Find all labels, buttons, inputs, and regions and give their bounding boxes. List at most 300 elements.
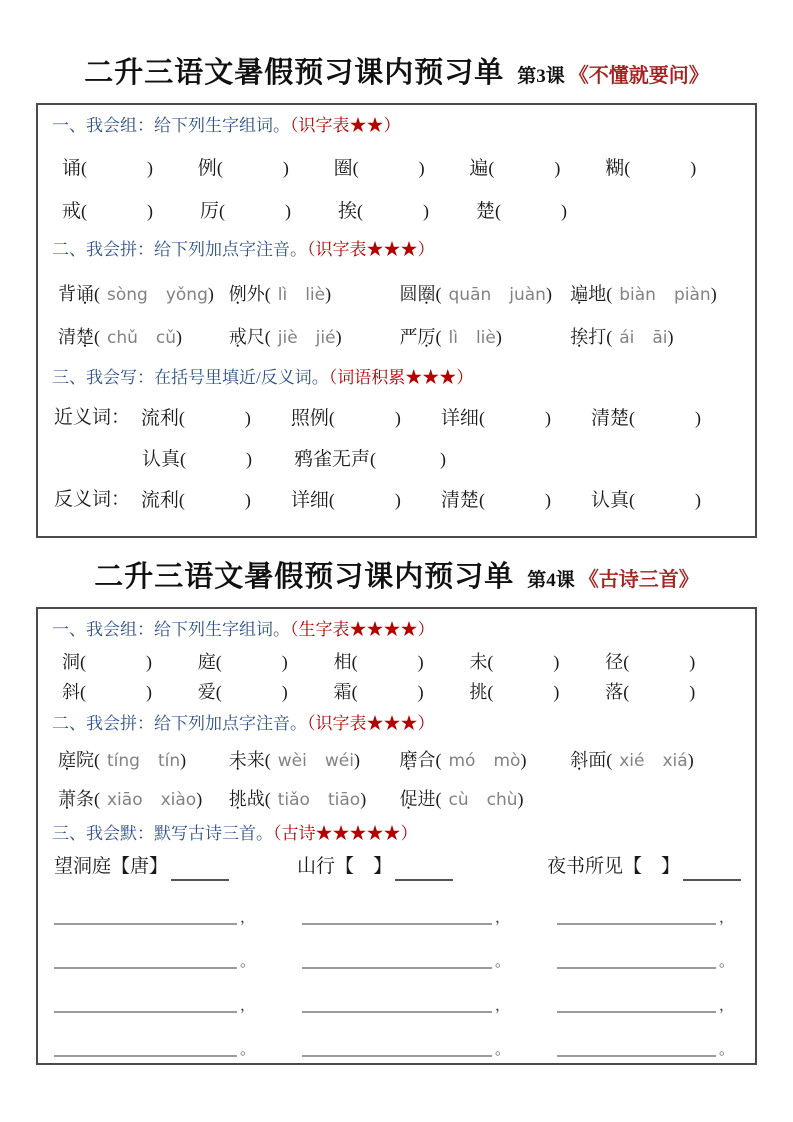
word-char-dotted: 遍 bbox=[570, 284, 589, 304]
paren-open: ( bbox=[628, 490, 635, 510]
fill-word: 清楚 bbox=[590, 408, 629, 429]
word-char: 严 bbox=[399, 327, 418, 347]
ws1-exercise-3-heading bbox=[52, 365, 741, 391]
zuci-char: 挑 bbox=[469, 682, 488, 702]
poem-title-1 bbox=[54, 853, 297, 881]
worksheet-1-title bbox=[0, 0, 793, 91]
zuci-item bbox=[334, 649, 470, 675]
paren-close: ) bbox=[180, 750, 187, 770]
poem-line-cell bbox=[54, 999, 302, 1013]
worksheet-2-title-main: 二升三语文暑假预习课内预习单 bbox=[94, 561, 515, 593]
paren-open: ( bbox=[623, 682, 630, 702]
bracket-open: 【 bbox=[622, 856, 642, 877]
pinyin-item bbox=[58, 322, 229, 353]
paren-close: ) bbox=[517, 789, 524, 809]
poem-line-cell bbox=[54, 1043, 302, 1057]
pinyin-option: tíng bbox=[107, 751, 140, 771]
zuci-item bbox=[469, 679, 605, 705]
writing-line bbox=[54, 911, 237, 925]
zuci-char: 楚 bbox=[476, 201, 496, 222]
word-char-dotted: 挨 bbox=[570, 327, 589, 347]
poem-line-cell bbox=[302, 955, 557, 969]
paren-close: ) bbox=[710, 284, 717, 304]
bracket-close: 】 bbox=[373, 856, 393, 877]
paren-open: ( bbox=[435, 750, 442, 770]
fill-item bbox=[591, 405, 741, 432]
period-mark: 。 bbox=[240, 954, 256, 970]
zuci-item bbox=[338, 198, 476, 225]
poem-name: 山行 bbox=[297, 856, 336, 877]
writing-line bbox=[54, 1043, 237, 1057]
paren-open: ( bbox=[94, 789, 100, 809]
ws1-ex3-heading-tag: （词语积累★★★） bbox=[328, 368, 474, 387]
word-char-dotted: 挑 bbox=[228, 789, 247, 809]
fill-word: 照例 bbox=[290, 408, 329, 429]
word-char: 面 bbox=[588, 750, 607, 770]
word-char-dotted: 磨 bbox=[399, 750, 418, 770]
paren-close: ) bbox=[207, 284, 214, 304]
paren-close: ) bbox=[545, 284, 552, 304]
fill-word: 详细 bbox=[290, 490, 329, 511]
writing-line bbox=[302, 911, 492, 925]
word-char-dotted: 诵 bbox=[76, 284, 94, 304]
ws1-ex1-heading-tag: （识字表★★） bbox=[290, 116, 401, 135]
zuci-char: 挨 bbox=[338, 201, 358, 222]
pinyin-option: wèi bbox=[277, 751, 307, 771]
word-char: 打 bbox=[588, 327, 607, 347]
paren-close: ) bbox=[544, 490, 551, 510]
pinyin-option: jié bbox=[315, 328, 336, 348]
pinyin-option: xiāo bbox=[107, 790, 143, 810]
zuci-item bbox=[62, 198, 200, 225]
fill-item bbox=[441, 487, 591, 514]
zuci-item bbox=[62, 679, 198, 705]
ws2-exercise-2-heading bbox=[52, 711, 741, 737]
fill-word: 详细 bbox=[440, 408, 479, 429]
poem-line-cell bbox=[54, 911, 302, 925]
paren-close: ) bbox=[520, 750, 527, 770]
ws2-ex2-heading-tag: （识字表★★★） bbox=[307, 714, 435, 733]
poem-line-row-1 bbox=[54, 911, 741, 925]
pinyin-option: āi bbox=[652, 328, 668, 348]
word-char: 来 bbox=[246, 750, 265, 770]
ws2-ex1-row-2 bbox=[62, 679, 741, 705]
paren-close: ) bbox=[561, 201, 568, 221]
paren-close: ) bbox=[694, 490, 701, 510]
ws1-ex3-antonym-row bbox=[54, 487, 741, 514]
paren-close: ) bbox=[146, 652, 152, 672]
pinyin-option: chù bbox=[486, 790, 518, 810]
worksheet-2-lesson-name: 《古诗三首》 bbox=[578, 569, 699, 591]
paren-open: ( bbox=[80, 652, 86, 672]
fill-item bbox=[142, 446, 294, 473]
zuci-char: 戒 bbox=[62, 201, 82, 222]
pinyin-option: tiǎo bbox=[277, 790, 310, 810]
paren-open: ( bbox=[628, 408, 635, 428]
ws1-ex3-synonym-row-1 bbox=[54, 405, 741, 432]
zuci-char: 庭 bbox=[197, 652, 216, 672]
ws2-ex1-heading-text: 一、我会组：给下列生字组词。 bbox=[52, 620, 290, 639]
ws1-ex1-heading-text: 一、我会组：给下列生字组词。 bbox=[52, 116, 290, 135]
zuci-char: 落 bbox=[605, 682, 624, 702]
paren-close: ) bbox=[325, 284, 332, 304]
poem-line-cell bbox=[557, 911, 741, 925]
ws2-ex3-poem-titles bbox=[54, 853, 741, 881]
writing-line bbox=[557, 955, 716, 969]
paren-open: ( bbox=[216, 158, 223, 178]
zuci-char: 相 bbox=[333, 652, 352, 672]
pinyin-item-spacer bbox=[570, 784, 741, 815]
paren-open: ( bbox=[328, 490, 335, 510]
zuci-item bbox=[198, 649, 334, 675]
paren-open: ( bbox=[178, 408, 185, 428]
period-mark: 。 bbox=[719, 1042, 735, 1058]
pinyin-option: juàn bbox=[509, 285, 546, 305]
word-char-dotted: 促 bbox=[399, 789, 418, 809]
comma-mark: ， bbox=[495, 998, 511, 1014]
paren-open: ( bbox=[81, 158, 88, 178]
paren-open: ( bbox=[357, 201, 364, 221]
ws1-ex1-row-2 bbox=[62, 198, 741, 225]
fill-word: 清楚 bbox=[440, 490, 479, 511]
zuci-item bbox=[200, 198, 338, 225]
paren-close: ) bbox=[353, 750, 360, 770]
pinyin-option: liè bbox=[475, 328, 496, 348]
pinyin-option: mò bbox=[493, 751, 521, 771]
zuci-char: 径 bbox=[605, 652, 624, 672]
paren-close: ) bbox=[282, 158, 289, 178]
comma-mark: ， bbox=[240, 998, 256, 1014]
paren-open: ( bbox=[487, 682, 494, 702]
paren-open: ( bbox=[178, 490, 185, 510]
ws1-ex2-row-2 bbox=[58, 322, 741, 353]
antonym-label: 反义词： bbox=[54, 489, 131, 510]
word-char: 合 bbox=[417, 750, 436, 770]
fill-word: 流利 bbox=[140, 490, 179, 511]
author-blank-line bbox=[683, 858, 741, 881]
poem-line-cell bbox=[54, 955, 302, 969]
paren-open: ( bbox=[623, 652, 630, 672]
paren-open: ( bbox=[219, 201, 226, 221]
zuci-char: 例 bbox=[197, 158, 217, 179]
word-char: 清 bbox=[58, 327, 76, 347]
poem-name: 夜书所见 bbox=[546, 856, 623, 877]
ws1-ex3-heading-text: 三、我会写：在括号里填近/反义词。 bbox=[52, 368, 329, 387]
paren-close: ) bbox=[147, 201, 154, 221]
worksheet-2-box bbox=[36, 607, 757, 1065]
paren-open: ( bbox=[264, 750, 271, 770]
ws2-ex2-row-1 bbox=[58, 745, 741, 776]
paren-close: ) bbox=[244, 490, 251, 510]
ws1-ex3-synonym-row-2 bbox=[54, 446, 741, 473]
zuci-item bbox=[476, 198, 614, 225]
paren-close: ) bbox=[246, 449, 253, 469]
pinyin-item bbox=[229, 279, 400, 310]
paren-close: ) bbox=[394, 408, 401, 428]
zuci-char: 糊 bbox=[605, 158, 625, 179]
ws1-ex2-row-1 bbox=[58, 279, 741, 310]
writing-line bbox=[302, 1043, 492, 1057]
ws2-ex3-heading-text: 三、我会默：默写古诗三首。 bbox=[52, 824, 273, 843]
word-char-dotted: 萧 bbox=[58, 789, 76, 809]
poem-line-row-2 bbox=[54, 955, 741, 969]
ws1-ex2-heading-text: 二、我会拼：给下列加点字注音。 bbox=[52, 240, 307, 259]
ws2-exercise-1-heading bbox=[52, 617, 741, 643]
ws2-ex3-heading-tag: （古诗★★★★★） bbox=[273, 824, 418, 843]
pinyin-option: chǔ bbox=[107, 328, 138, 348]
zuci-char: 霜 bbox=[333, 682, 352, 702]
paren-close: ) bbox=[689, 652, 696, 672]
word-char-dotted: 斜 bbox=[570, 750, 589, 770]
paren-close: ) bbox=[417, 652, 424, 672]
paren-open: ( bbox=[606, 750, 613, 770]
paren-open: ( bbox=[81, 201, 88, 221]
paren-open: ( bbox=[606, 327, 613, 347]
word-char-dotted: 戒 bbox=[228, 327, 247, 347]
pinyin-item bbox=[400, 745, 571, 776]
writing-line bbox=[54, 999, 237, 1013]
period-mark: 。 bbox=[240, 1042, 256, 1058]
poem-line-cell bbox=[557, 1043, 741, 1057]
fill-item bbox=[294, 446, 514, 473]
paren-open: ( bbox=[624, 158, 631, 178]
paren-close: ) bbox=[440, 449, 447, 469]
paren-close: ) bbox=[281, 652, 288, 672]
ws2-ex2-heading-text: 二、我会拼：给下列加点字注音。 bbox=[52, 714, 307, 733]
bracket-close: 】 bbox=[149, 856, 169, 877]
paren-close: ) bbox=[418, 158, 425, 178]
paren-close: ) bbox=[495, 327, 502, 347]
paren-close: ) bbox=[544, 408, 551, 428]
writing-line bbox=[557, 1043, 716, 1057]
fill-word: 流利 bbox=[140, 408, 179, 429]
zuci-item bbox=[334, 679, 470, 705]
paren-open: ( bbox=[215, 652, 222, 672]
pinyin-item bbox=[229, 784, 400, 815]
zuci-item bbox=[62, 649, 198, 675]
zuci-item bbox=[605, 155, 741, 182]
pinyin-item bbox=[58, 745, 229, 776]
zuci-char: 斜 bbox=[62, 682, 80, 702]
writing-line bbox=[54, 955, 237, 969]
paren-open: ( bbox=[264, 284, 271, 304]
fill-word: 认真 bbox=[590, 490, 629, 511]
paren-open: ( bbox=[487, 652, 494, 672]
word-char-dotted: 例 bbox=[228, 284, 247, 304]
word-char-dotted: 厉 bbox=[417, 327, 436, 347]
paren-open: ( bbox=[352, 158, 359, 178]
fill-item bbox=[591, 487, 741, 514]
paren-close: ) bbox=[687, 750, 694, 770]
word-char: 进 bbox=[417, 789, 436, 809]
pinyin-option: yǒng bbox=[165, 285, 208, 305]
paren-open: ( bbox=[606, 284, 613, 304]
fill-item bbox=[441, 405, 591, 432]
paren-open: ( bbox=[94, 327, 100, 347]
paren-close: ) bbox=[176, 327, 183, 347]
poem-author bbox=[354, 853, 373, 881]
pinyin-item bbox=[58, 784, 229, 815]
paren-open: ( bbox=[264, 327, 271, 347]
writing-line bbox=[557, 911, 716, 925]
word-char-dotted: 楚 bbox=[76, 327, 94, 347]
paren-close: ) bbox=[554, 158, 561, 178]
fill-item bbox=[291, 405, 441, 432]
fill-item bbox=[291, 487, 441, 514]
zuci-item bbox=[469, 649, 605, 675]
period-mark: 。 bbox=[495, 1042, 511, 1058]
word-char: 院 bbox=[76, 750, 94, 770]
pinyin-option: cǔ bbox=[155, 328, 177, 348]
comma-mark: ， bbox=[719, 910, 735, 926]
period-mark: 。 bbox=[495, 954, 511, 970]
zuci-item bbox=[334, 155, 470, 182]
zuci-item bbox=[605, 679, 741, 705]
paren-open: ( bbox=[94, 750, 100, 770]
worksheet-1-title-main: 二升三语文暑假预习课内预习单 bbox=[84, 57, 505, 89]
pinyin-option: tiāo bbox=[327, 790, 361, 810]
pinyin-option: lì bbox=[448, 328, 458, 348]
pinyin-option: liè bbox=[305, 285, 326, 305]
comma-mark: ， bbox=[240, 910, 256, 926]
ws1-exercise-2-heading bbox=[52, 237, 741, 263]
ws2-exercise-3-heading bbox=[52, 821, 741, 847]
paren-close: ) bbox=[146, 682, 152, 702]
poem-title-3 bbox=[547, 853, 741, 881]
poem-title-2 bbox=[297, 853, 547, 881]
paren-close: ) bbox=[281, 682, 288, 702]
word-char-dotted: 庭 bbox=[58, 750, 76, 770]
pinyin-option: sòng bbox=[107, 285, 148, 305]
word-char: 背 bbox=[58, 284, 76, 304]
poem-line-cell bbox=[557, 955, 741, 969]
poem-author bbox=[642, 853, 661, 881]
writing-line bbox=[302, 999, 492, 1013]
poem-line-cell bbox=[557, 999, 741, 1013]
zuci-char: 圈 bbox=[333, 158, 353, 179]
ws1-ex2-heading-tag: （识字表★★★） bbox=[307, 240, 435, 259]
zuci-char: 爱 bbox=[197, 682, 216, 702]
pinyin-item bbox=[400, 279, 571, 310]
word-char: 条 bbox=[76, 789, 94, 809]
paren-open: ( bbox=[264, 789, 271, 809]
poem-line-row-4 bbox=[54, 1043, 741, 1057]
word-char: 外 bbox=[246, 284, 265, 304]
fill-item bbox=[141, 405, 291, 432]
paren-open: ( bbox=[351, 652, 358, 672]
comma-mark: ， bbox=[495, 910, 511, 926]
bracket-close: 】 bbox=[660, 856, 680, 877]
word-char: 圆 bbox=[399, 284, 418, 304]
paren-close: ) bbox=[285, 201, 292, 221]
paren-open: ( bbox=[495, 201, 502, 221]
poem-line-row-3 bbox=[54, 999, 741, 1013]
word-char: 尺 bbox=[246, 327, 265, 347]
pinyin-option: xiá bbox=[662, 751, 688, 771]
pinyin-item bbox=[570, 279, 741, 310]
pinyin-item bbox=[58, 279, 229, 310]
ws1-ex1-row-1 bbox=[62, 155, 741, 182]
poem-author: 唐 bbox=[130, 856, 150, 877]
worksheet-1-lesson-name: 《不懂就要问》 bbox=[568, 65, 709, 87]
pinyin-option: xiào bbox=[160, 790, 197, 810]
ws2-ex1-row-1 bbox=[62, 649, 741, 675]
paren-close: ) bbox=[553, 652, 560, 672]
pinyin-option: ái bbox=[619, 328, 635, 348]
paren-close: ) bbox=[335, 327, 342, 347]
paren-close: ) bbox=[694, 408, 701, 428]
zuci-item bbox=[62, 155, 198, 182]
synonym-label-spacer bbox=[54, 446, 142, 473]
paren-close: ) bbox=[667, 327, 674, 347]
author-blank-line bbox=[171, 858, 229, 881]
word-char-dotted: 未 bbox=[228, 750, 247, 770]
paren-close: ) bbox=[244, 408, 251, 428]
period-mark: 。 bbox=[719, 954, 735, 970]
paren-close: ) bbox=[360, 789, 367, 809]
pinyin-item bbox=[400, 322, 571, 353]
poem-name: 望洞庭 bbox=[54, 856, 112, 877]
pinyin-option: quān bbox=[448, 285, 492, 305]
fill-item bbox=[141, 487, 291, 514]
paren-open: ( bbox=[370, 449, 377, 469]
word-char-dotted: 圈 bbox=[417, 284, 436, 304]
pinyin-item bbox=[570, 322, 741, 353]
zuci-item bbox=[605, 649, 741, 675]
paren-open: ( bbox=[215, 682, 222, 702]
paren-open: ( bbox=[478, 490, 485, 510]
writing-line bbox=[557, 999, 716, 1013]
paren-open: ( bbox=[94, 284, 100, 304]
pinyin-option: mó bbox=[448, 751, 476, 771]
paren-close: ) bbox=[147, 158, 154, 178]
comma-mark: ， bbox=[719, 998, 735, 1014]
paren-close: ) bbox=[394, 490, 401, 510]
paren-open: ( bbox=[478, 408, 485, 428]
paren-close: ) bbox=[196, 789, 203, 809]
pinyin-item bbox=[570, 745, 741, 776]
paren-open: ( bbox=[180, 449, 187, 469]
paren-open: ( bbox=[435, 284, 442, 304]
zuci-char: 厉 bbox=[200, 201, 220, 222]
ws2-ex1-heading-tag: （生字表★★★★） bbox=[290, 620, 435, 639]
paren-close: ) bbox=[423, 201, 430, 221]
paren-open: ( bbox=[435, 789, 442, 809]
author-blank-line bbox=[395, 858, 453, 881]
pinyin-item bbox=[229, 745, 400, 776]
paren-open: ( bbox=[351, 682, 358, 702]
paren-open: ( bbox=[488, 158, 495, 178]
pinyin-option: wéi bbox=[324, 751, 354, 771]
word-char: 战 bbox=[246, 789, 265, 809]
writing-line bbox=[302, 955, 492, 969]
paren-close: ) bbox=[690, 158, 697, 178]
pinyin-option: biàn bbox=[619, 285, 656, 305]
pinyin-item bbox=[400, 784, 571, 815]
worksheet-2-lesson-number: 第4课 bbox=[527, 570, 575, 591]
ws2-ex2-row-2 bbox=[58, 784, 741, 815]
zuci-char: 未 bbox=[469, 652, 488, 672]
zuci-item bbox=[198, 679, 334, 705]
zuci-item bbox=[469, 155, 605, 182]
paren-open: ( bbox=[328, 408, 335, 428]
worksheet-2-title bbox=[0, 554, 793, 595]
bracket-open: 【 bbox=[111, 856, 131, 877]
poem-line-cell bbox=[302, 1043, 557, 1057]
bracket-open: 【 bbox=[335, 856, 355, 877]
pinyin-option: cù bbox=[448, 790, 469, 810]
worksheet-1-box bbox=[36, 103, 757, 538]
